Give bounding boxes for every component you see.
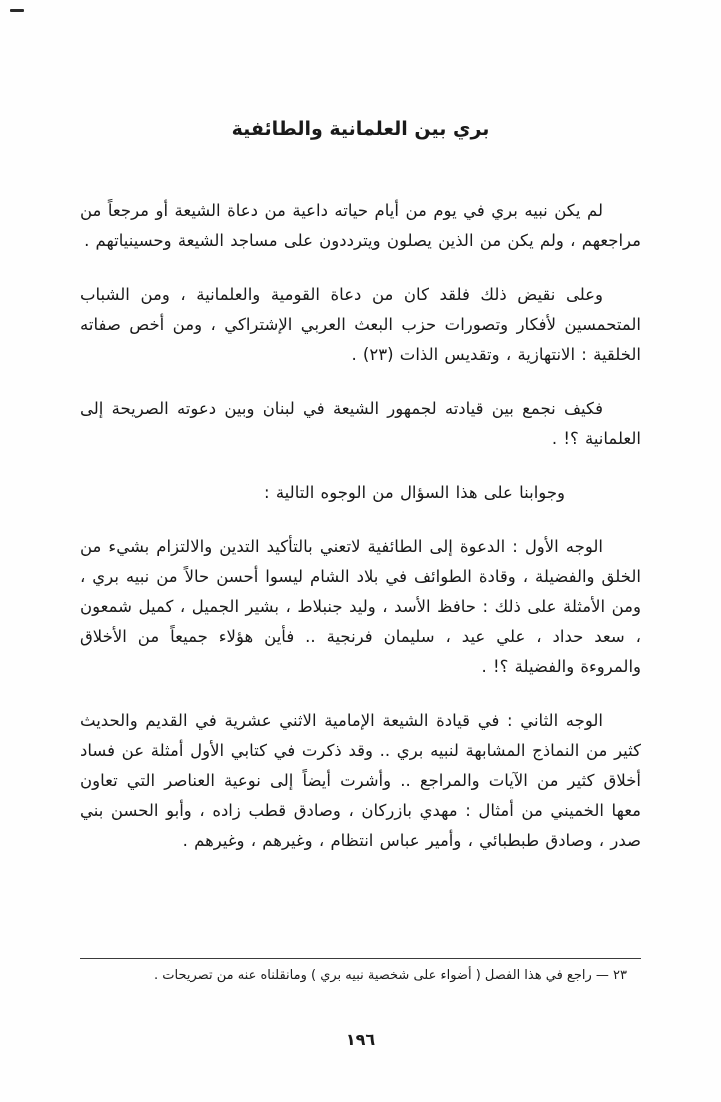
footnote-text: ٢٣ — راجع في هذا الفصل ( أضواء على شخصية نبيه بري ) ومانقلناه عنه من تصريحات . — [154, 968, 627, 983]
footnote-area — [80, 958, 641, 986]
body-paragraph-3: فكيف نجمع بين قيادته لجمهور الشيعة في لبنان وبين دعوته الصريحة إلى العلمانية ؟! . — [80, 399, 641, 448]
body-paragraph-6: الوجه الثاني : في قيادة الشيعة الإمامية الاثني عشرية في القديم والحديث كثير من النماذج المشابهة لنبيه بري .. وقد ذكرت في كتابي الأول أمثلة عن فساد أخلاق كثير من الآيات والمراجع .. وأشرت أيضاً إلى نوعية العناصر التي تعاون معها الخميني من أمثال : مهدي بازركان ، وصادق قطب زاده ، وأبو الحسن بني صدر ، وصادق طبطبائي ، وأمير عباس انتظام ، وغيرهم ، وغيرهم . — [80, 711, 641, 850]
text-block — [80, 0, 641, 880]
body-paragraph-4: وجوابنا على هذا السؤال من الوجوه التالية : — [264, 483, 565, 502]
page-title: بري بين العلمانية والطائفية — [231, 118, 490, 140]
body-paragraph-5: الوجه الأول : الدعوة إلى الطائفية لاتعني بالتأكيد التدين والالتزام بشيء من الخلق والفضيلة ، وقادة الطوائف في بلاد الشام ليسوا أحسن حالاً من نبيه بري ، ومن الأمثلة على ذلك : حافظ الأسد ، وليد جنبلاط ، بشير الجميل ، كميل شمعون ، سعد حداد ، علي عيد ، سليمان فرنجية .. فأين هؤلاء جميعاً من الأخلاق والمروءة والفضيلة ؟! . — [80, 537, 641, 676]
body-paragraph-1: لم يكن نبيه بري في يوم من أيام حياته داعية من دعاة الشيعة أو مرجعاً من مراجعهم ، ولم يكن من الذين يصلون ويترددون على مساجد الشيعة وحسينياتهم . — [80, 201, 641, 250]
body-paragraph-2: وعلى نقيض ذلك فلقد كان من دعاة القومية والعلمانية ، ومن الشباب المتحمسين لأفكار وتصورات حزب البعث العربي الإشتراكي ، ومن أخص صفاته الخلقية : الانتهازية ، وتقديس الذات (٢٣) . — [80, 285, 641, 364]
scan-artifact-mark — [10, 9, 24, 12]
page-number: ١٩٦ — [345, 1030, 376, 1049]
